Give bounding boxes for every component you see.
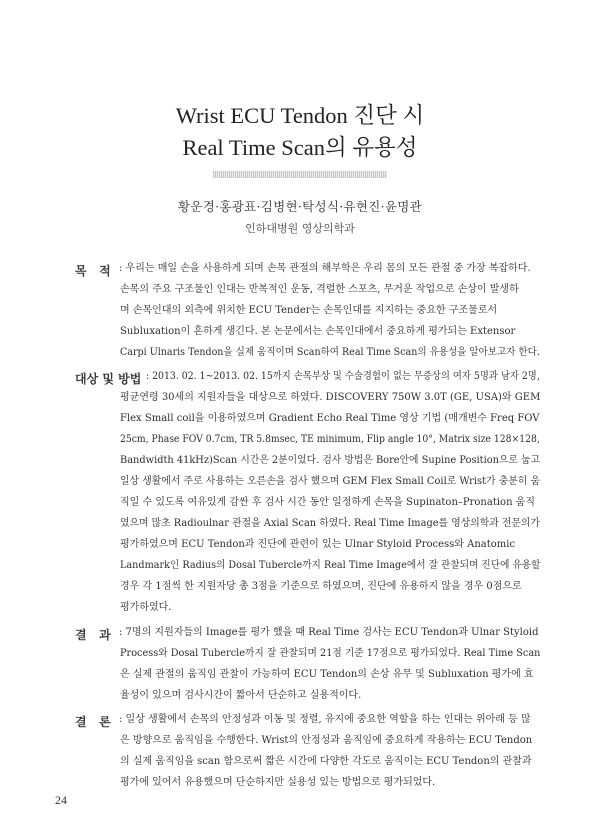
results-line: : 7명의 지원자들의 Image를 평가 했을 때 Real Time 검사는 ECU Tendon과 Ulnar Styloid [119, 627, 539, 638]
methods-line: Bandwidth 41kHz)Scan 시간은 2분이었다. 검사 방법은 Bore안에 Supine Position으로 눕고 [120, 455, 540, 466]
methods-line: 직일 수 있도록 여유있게 감싼 후 검사 시간 동안 일정하게 손목을 Supinaton–Pronation 움직 [120, 497, 536, 508]
purpose-line: : 우리는 매일 손을 사용하게 되며 손목 관절의 해부학은 우리 몸의 모든 관절 중 가장 복잡하다. [119, 263, 531, 274]
methods-line: 경우 각 1점씩 한 지원자당 총 3점을 기준으로 하였으며, 진단에 유용하지 않을 경우 0점으로 [120, 581, 522, 592]
methods-line: Flex Small coil을 이용하였으며 Gradient Echo Real Time 영상 기법 (매개변수 Freq FOV [120, 413, 540, 424]
purpose-line: Subluxation이 흔하게 생긴다. 본 논문에서는 손목인대에서 중요하게 평가되는 Extensor [120, 326, 516, 337]
results-line: Process와 Dosal Tubercle까지 잘 관찰되며 21점 기준 17점으로 평가되었다. Real Time Scan [120, 648, 541, 659]
title-line-1: Wrist ECU Tendon 진단 시 [175, 103, 425, 128]
conclusion-heading: 결 론 [75, 715, 111, 729]
methods-line: 였으며 많초 Radioulnar 관절을 Axial Scan 하였다. Real Time Image를 영상의학과 전문의가 [120, 518, 540, 529]
page-number: 24 [55, 793, 67, 807]
methods-line: : 2013. 02. 1~2013. 02. 15까지 손목부상 및 수술경험이 없는 무증상의 여자 5명과 남자 2명, [146, 371, 540, 382]
conclusion-line: 평가에 있어서 유용했으며 단순하지만 실용성 있는 방법으로 평가되었다. [120, 777, 436, 788]
methods-line: 일상 생활에서 주로 사용하는 오른손을 검사 했으며 GEM Flex Small Coil로 Wrist가 충분히 움 [120, 476, 541, 487]
title-divider [213, 171, 387, 178]
authors: 황운경·홍광표·김병현·탁성식·유현진·윤명관 [177, 199, 423, 214]
conclusion-line: 의 실제 움직임을 scan 함으로써 짧은 시간에 다양한 각도로 움직이는 ECU Tendon의 관찰과 [120, 756, 532, 767]
methods-heading: 대상 및 방법 [75, 372, 142, 386]
title-line-2: Real Time Scan의 유용성 [182, 135, 418, 160]
conclusion-line: : 일상 생활에서 손목의 안정성과 이동 및 정렬, 유지에 중요한 역할을 하는 인대는 위아래 등 많 [119, 714, 531, 725]
methods-line: 평가하였다. [120, 602, 172, 613]
affiliation: 인하대병원 영상의학과 [245, 222, 355, 235]
conclusion-line: 은 방향으로 움직임을 수행한다. Wrist의 안정성과 움직임에 중요하게 작용하는 ECU Tendon [120, 735, 533, 746]
methods-line: 평균연령 30세의 지원자들을 대상으로 하였다. DISCOVERY 750W 3.0T (GE, USA)와 GEM [120, 392, 541, 403]
results-heading: 결 과 [75, 628, 111, 642]
purpose-line: Carpi Ulnaris Tendon을 실제 움직이며 Scan하여 Real Time Scan의 유용성을 알아보고자 한다. [120, 347, 540, 358]
purpose-line: 손목의 주요 구조물인 인대는 반복적인 운동, 격렬한 스포츠, 무거운 작업으로 손상이 발생하 [120, 284, 519, 295]
purpose-line: 며 손목인대의 외측에 위치한 ECU Tender는 손목인대를 지지하는 중요한 구조물로서 [120, 305, 498, 316]
methods-line: 평가하였으며 ECU Tendon과 진단에 관련이 있는 Ulnar Styloid Process와 Anatomic [120, 539, 516, 550]
methods-line: 25cm, Phase FOV 0.7cm, TR 5.8msec, TE minimum, Flip angle 10°, Matrix size 128×128, [120, 434, 540, 445]
methods-line: Landmark인 Radius의 Dosal Tubercle까지 Real Time Image에서 잘 관찰되며 진단에 유용할 [120, 560, 541, 571]
purpose-heading: 목 적 [75, 264, 111, 278]
results-line: 은 실제 관절의 움직임 관찰이 가능하여 ECU Tendon의 손상 유무 및 Subluxation 평가에 효 [120, 669, 534, 680]
results-line: 율성이 있으며 검사시간이 짧아서 단순하고 실용적이다. [120, 690, 362, 701]
